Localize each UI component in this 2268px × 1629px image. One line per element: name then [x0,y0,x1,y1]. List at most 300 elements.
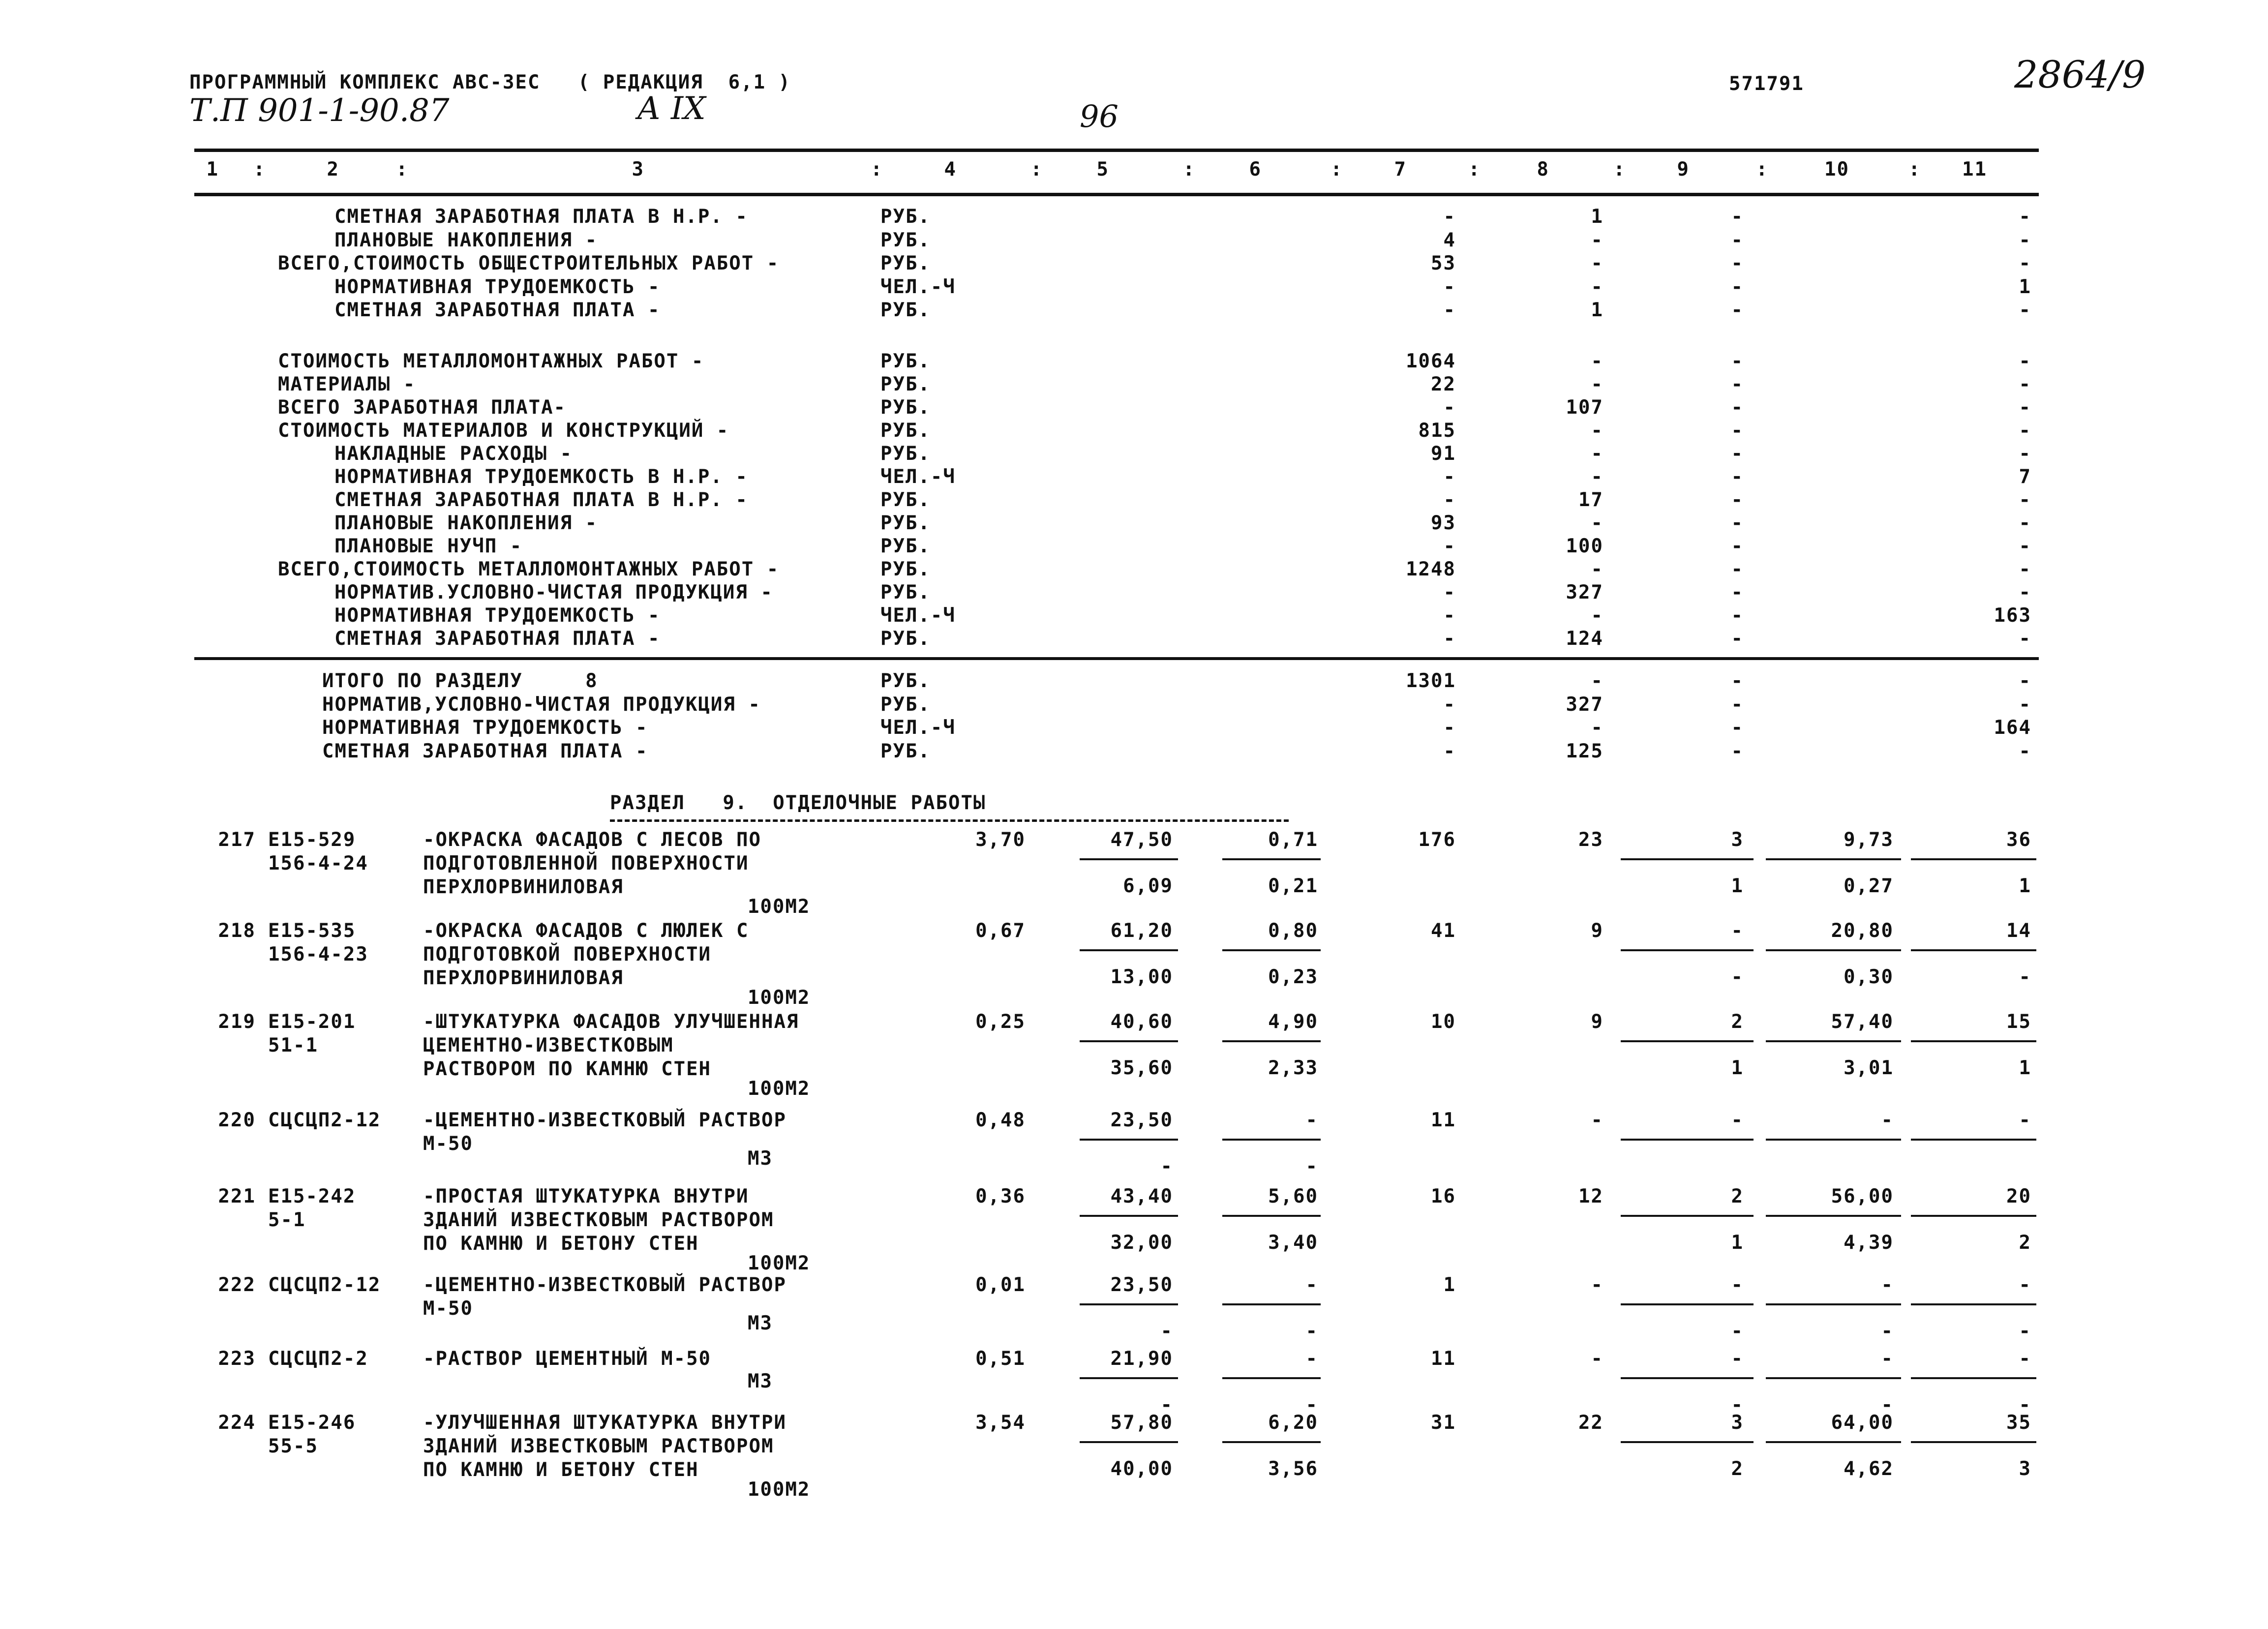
unit-price-machines: 5,60 [1268,1185,1318,1207]
section-9-heading-underline [610,819,1289,822]
item-unit: 100М2 [748,1078,811,1100]
col10-divider [1766,1215,1901,1217]
item-description: М-50 [423,1133,473,1155]
top-rule [194,149,2039,152]
summary1-unit: РУБ. [880,229,931,251]
unit-price-machines: 0,80 [1268,920,1318,942]
summary2-unit: РУБ. [880,581,931,603]
labor-per-unit: - [1881,1348,1894,1370]
machine-wages-cost: 1 [1731,875,1744,897]
summary2-col11: - [2019,396,2031,419]
summary1-col7: - [1443,206,1456,228]
handwritten-sheet-number: 2864/9 [2014,53,2146,96]
section8-total-unit: РУБ. [880,740,931,762]
summary1-label: СМЕТНАЯ ЗАРАБОТНАЯ ПЛАТА - [334,299,661,321]
column-separator: : [1908,158,1921,181]
col10-divider [1766,1040,1901,1042]
labor-per-unit: - [1881,1109,1894,1131]
summary1-unit: РУБ. [880,299,931,321]
section8-total-label: СМЕТНАЯ ЗАРАБОТНАЯ ПЛАТА - [322,740,648,762]
unit-price-machines: - [1305,1109,1318,1131]
unit-price-total: 61,20 [1110,920,1173,942]
summary2-col11: - [2019,443,2031,465]
summary2-col8: 107 [1566,396,1603,419]
summary2-col11: - [2019,420,2031,442]
column-number-11: 11 [1962,158,1987,181]
machine-labor-total: - [2019,1320,2031,1342]
column-number-8: 8 [1537,158,1549,181]
item-quantity: 0,01 [975,1274,1026,1296]
col11-divider [1911,1303,2036,1305]
section8-total-label: НОРМАТИВНАЯ ТРУДОЕМКОСТЬ - [322,717,648,739]
item-description: -ЦЕМЕНТНО-ИЗВЕСТКОВЫЙ РАСТВОР [423,1274,786,1296]
summary2-col8: 124 [1566,628,1603,650]
summary1-label: НОРМАТИВНАЯ ТРУДОЕМКОСТЬ - [334,275,661,298]
col5-divider [1080,858,1178,860]
summary2-col8: - [1591,466,1603,488]
item-code: Е15-529 [268,829,356,851]
item-code: 156-4-24 [268,852,368,875]
summary2-unit: РУБ. [880,350,931,372]
column-separator: : [1468,158,1481,181]
total-cost: 11 [1431,1109,1456,1131]
col9-divider [1621,1377,1754,1379]
summary2-col7: 1064 [1406,350,1456,372]
summary2-col9: - [1731,604,1744,627]
col5-divider [1080,949,1178,951]
handwritten-page-number: 96 [1080,98,1119,134]
summary2-col7: 815 [1418,420,1456,442]
labor-total: 20 [2006,1185,2031,1207]
total-cost: 16 [1431,1185,1456,1207]
summary2-col11: - [2019,373,2031,395]
wages-cost: 23 [1578,829,1603,851]
summary2-col11: - [2019,350,2031,372]
col6-divider [1222,1139,1321,1141]
section8-total-unit: ЧЕЛ.-Ч [880,717,956,739]
section8-total-col11: 164 [1994,717,2031,739]
summary2-col7: - [1443,535,1456,557]
column-number-4: 4 [944,158,957,181]
summary2-col11: - [2019,558,2031,580]
section8-total-label: ИТОГО ПО РАЗДЕЛУ 8 [322,670,598,692]
section8-total-col11: - [2019,693,2031,716]
item-description: ПО КАМНЮ И БЕТОНУ СТЕН [423,1233,699,1255]
unit-price-wages: - [1160,1320,1173,1342]
column-separator: : [1613,158,1626,181]
section-9-heading: РАЗДЕЛ 9. ОТДЕЛОЧНЫЕ РАБОТЫ [610,792,986,814]
labor-per-unit: 9,73 [1844,829,1894,851]
item-code: СЦСЦП2-12 [268,1274,381,1296]
summary2-col11: - [2019,512,2031,534]
summary1-label: ВСЕГО,СТОИМОСТЬ ОБЩЕСТРОИТЕЛЬНЫХ РАБОТ - [278,252,780,274]
col5-divider [1080,1441,1178,1443]
col10-divider [1766,858,1901,860]
section8-total-col9: - [1731,717,1744,739]
section-8-total-rule [194,657,2039,660]
machine-wages-cost: - [1731,966,1744,988]
summary2-col9: - [1731,535,1744,557]
section8-total-unit: РУБ. [880,670,931,692]
item-code: Е15-201 [268,1011,356,1033]
col6-divider [1222,949,1321,951]
item-unit: М3 [748,1147,773,1170]
col9-divider [1621,1441,1754,1443]
summary1-unit: РУБ. [880,252,931,274]
column-number-6: 6 [1249,158,1262,181]
col9-divider [1621,949,1754,951]
summary2-col9: - [1731,628,1744,650]
unit-price-total: 23,50 [1110,1109,1173,1131]
summary1-label: СМЕТНАЯ ЗАРАБОТНАЯ ПЛАТА В Н.Р. - [334,206,748,228]
summary2-label: МАТЕРИАЛЫ - [278,373,416,395]
summary1-col8: - [1591,275,1603,298]
unit-price-wages: 13,00 [1110,966,1173,988]
item-description: ЗДАНИЙ ИЗВЕСТКОВЫМ РАСТВОРОМ [423,1435,774,1457]
item-code: 55-5 [268,1435,318,1457]
col5-divider [1080,1040,1178,1042]
summary2-unit: РУБ. [880,512,931,534]
labor-total: 14 [2006,920,2031,942]
summary1-col9: - [1731,252,1744,274]
summary2-label: СТОИМОСТЬ МЕТАЛЛОМОНТАЖНЫХ РАБОТ - [278,350,704,372]
summary2-col9: - [1731,373,1744,395]
item-description: -ШТУКАТУРКА ФАСАДОВ УЛУЧШЕННАЯ [423,1011,799,1033]
summary1-col7: 53 [1431,252,1456,274]
col11-divider [1911,1215,2036,1217]
item-quantity: 0,48 [975,1109,1026,1131]
summary2-col9: - [1731,489,1744,511]
summary2-col8: - [1591,604,1603,627]
item-description: ЗДАНИЙ ИЗВЕСТКОВЫМ РАСТВОРОМ [423,1209,774,1231]
summary1-col7: 4 [1443,229,1456,251]
machine-labor-per-unit: - [1881,1394,1894,1416]
wages-cost: 9 [1591,920,1603,942]
machine-labor-total: - [2019,966,2031,988]
summary2-label: ПЛАНОВЫЕ НУЧП - [334,535,523,557]
item-description: -ОКРАСКА ФАСАДОВ С ЛЮЛЕК С [423,920,749,942]
unit-price-machine-wages: - [1305,1155,1318,1177]
summary2-col9: - [1731,350,1744,372]
summary1-unit: РУБ. [880,206,931,228]
labor-total: - [2019,1109,2031,1131]
item-description: ПЕРХЛОРВИНИЛОВАЯ [423,876,624,898]
summary1-col7: - [1443,299,1456,321]
item-number: 221 [218,1185,256,1207]
summary2-label: СМЕТНАЯ ЗАРАБОТНАЯ ПЛАТА - [334,628,661,650]
unit-price-wages: 32,00 [1110,1232,1173,1254]
column-separator: : [396,158,409,181]
column-separator: : [871,158,883,181]
machine-wages-cost: - [1731,1394,1744,1416]
unit-price-machine-wages: 0,23 [1268,966,1318,988]
summary1-col11: - [2019,299,2031,321]
col10-divider [1766,1441,1901,1443]
item-code: СЦСЦП2-2 [268,1348,368,1370]
machine-labor-per-unit: 0,27 [1844,875,1894,897]
header-bottom-rule [194,193,2039,196]
col5-divider [1080,1215,1178,1217]
col11-divider [1911,949,2036,951]
handwritten-album: А IX [637,90,706,127]
section8-total-col7: - [1443,717,1456,739]
column-number-9: 9 [1677,158,1690,181]
section8-total-label: НОРМАТИВ,УСЛОВНО-ЧИСТАЯ ПРОДУКЦИЯ - [322,693,761,716]
summary2-unit: РУБ. [880,558,931,580]
unit-price-machines: 4,90 [1268,1011,1318,1033]
item-quantity: 0,51 [975,1348,1026,1370]
machines-cost: 3 [1731,1412,1744,1434]
summary2-col9: - [1731,443,1744,465]
unit-price-total: 57,80 [1110,1412,1173,1434]
summary2-col8: - [1591,420,1603,442]
wages-cost: 9 [1591,1011,1603,1033]
item-number: 219 [218,1011,256,1033]
col6-divider [1222,1215,1321,1217]
section8-total-col11: - [2019,670,2031,692]
section8-total-col9: - [1731,740,1744,762]
unit-price-total: 43,40 [1110,1185,1173,1207]
summary1-col9: - [1731,275,1744,298]
summary2-col8: 100 [1566,535,1603,557]
summary2-label: ВСЕГО ЗАРАБОТНАЯ ПЛАТА- [278,396,567,419]
col11-divider [1911,1040,2036,1042]
col10-divider [1766,1303,1901,1305]
machine-wages-cost: 1 [1731,1232,1744,1254]
summary2-col11: - [2019,489,2031,511]
summary2-unit: РУБ. [880,420,931,442]
labor-total: 15 [2006,1011,2031,1033]
summary1-col11: - [2019,229,2031,251]
summary2-col7: 93 [1431,512,1456,534]
col11-divider [1911,1139,2036,1141]
col11-divider [1911,1441,2036,1443]
labor-total: 35 [2006,1412,2031,1434]
handwritten-tp-number: Т.П 901-1-90.87 [189,92,450,129]
summary2-label: НОРМАТИВ.УСЛОВНО-ЧИСТАЯ ПРОДУКЦИЯ - [334,581,773,603]
summary2-col9: - [1731,466,1744,488]
machines-cost: - [1731,920,1744,942]
col10-divider [1766,1377,1901,1379]
summary2-col7: 91 [1431,443,1456,465]
summary2-col7: - [1443,604,1456,627]
summary2-col11: - [2019,628,2031,650]
col11-divider [1911,1377,2036,1379]
col9-divider [1621,1215,1754,1217]
machine-labor-per-unit: - [1881,1320,1894,1342]
summary2-unit: РУБ. [880,443,931,465]
unit-price-machine-wages: 3,40 [1268,1232,1318,1254]
col6-divider [1222,1040,1321,1042]
total-cost: 10 [1431,1011,1456,1033]
summary2-col9: - [1731,396,1744,419]
section8-total-col11: - [2019,740,2031,762]
item-code: Е15-242 [268,1185,356,1207]
total-cost: 1 [1443,1274,1456,1296]
unit-price-machines: 6,20 [1268,1412,1318,1434]
unit-price-machine-wages: 3,56 [1268,1458,1318,1480]
item-unit: М3 [748,1312,773,1334]
section8-total-col9: - [1731,670,1744,692]
summary2-unit: ЧЕЛ.-Ч [880,604,956,627]
item-unit: 100М2 [748,1478,811,1501]
machine-labor-per-unit: 3,01 [1844,1057,1894,1079]
labor-per-unit: 57,40 [1831,1011,1894,1033]
machine-labor-total: 1 [2019,875,2031,897]
machine-labor-total: 1 [2019,1057,2031,1079]
summary1-col8: 1 [1591,206,1603,228]
column-number-1: 1 [206,158,219,181]
column-number-2: 2 [327,158,339,181]
item-unit: 100М2 [748,896,811,918]
summary2-col7: - [1443,396,1456,419]
labor-per-unit: 64,00 [1831,1412,1894,1434]
summary2-unit: РУБ. [880,373,931,395]
unit-price-machines: 0,71 [1268,829,1318,851]
unit-price-machine-wages: - [1305,1394,1318,1416]
col6-divider [1222,1377,1321,1379]
item-description: ЦЕМЕНТНО-ИЗВЕСТКОВЫМ [423,1034,674,1056]
unit-price-wages: 6,09 [1123,875,1173,897]
summary2-col9: - [1731,420,1744,442]
item-description: -ЦЕМЕНТНО-ИЗВЕСТКОВЫЙ РАСТВОР [423,1109,786,1131]
summary1-col11: 1 [2019,275,2031,298]
summary2-col11: - [2019,581,2031,603]
machine-labor-per-unit: 4,62 [1844,1458,1894,1480]
summary2-col7: 22 [1431,373,1456,395]
summary2-col7: 1248 [1406,558,1456,580]
summary2-label: СМЕТНАЯ ЗАРАБОТНАЯ ПЛАТА В Н.Р. - [334,489,748,511]
wages-cost: 22 [1578,1412,1603,1434]
machine-wages-cost: 1 [1731,1057,1744,1079]
item-quantity: 0,25 [975,1011,1026,1033]
machine-wages-cost: 2 [1731,1458,1744,1480]
summary2-label: ВСЕГО,СТОИМОСТЬ МЕТАЛЛОМОНТАЖНЫХ РАБОТ - [278,558,780,580]
unit-price-wages: - [1160,1155,1173,1177]
machines-cost: 3 [1731,829,1744,851]
item-code: 5-1 [268,1209,306,1231]
column-separator: : [1331,158,1343,181]
labor-total: - [2019,1274,2031,1296]
machine-labor-total: 2 [2019,1232,2031,1254]
unit-price-machines: - [1305,1274,1318,1296]
item-number: 223 [218,1348,256,1370]
section8-total-col8: - [1591,717,1603,739]
col9-divider [1621,858,1754,860]
summary2-col8: - [1591,558,1603,580]
col5-divider [1080,1303,1178,1305]
col6-divider [1222,858,1321,860]
section8-total-col9: - [1731,693,1744,716]
item-quantity: 3,54 [975,1412,1026,1434]
col9-divider [1621,1040,1754,1042]
summary1-col9: - [1731,299,1744,321]
section8-total-col7: - [1443,740,1456,762]
unit-price-total: 47,50 [1110,829,1173,851]
wages-cost: - [1591,1274,1603,1296]
labor-per-unit: 20,80 [1831,920,1894,942]
item-description: ПЕРХЛОРВИНИЛОВАЯ [423,967,624,989]
summary2-col8: 17 [1578,489,1603,511]
summary2-unit: РУБ. [880,535,931,557]
total-cost: 31 [1431,1412,1456,1434]
machine-labor-per-unit: 0,30 [1844,966,1894,988]
column-number-3: 3 [632,158,644,181]
item-quantity: 0,67 [975,920,1026,942]
col5-divider [1080,1377,1178,1379]
item-description: М-50 [423,1297,473,1320]
machine-labor-total: - [2019,1394,2031,1416]
col6-divider [1222,1441,1321,1443]
summary1-unit: ЧЕЛ.-Ч [880,275,956,298]
summary1-col8: - [1591,229,1603,251]
col10-divider [1766,1139,1901,1141]
item-description: ПО КАМНЮ И БЕТОНУ СТЕН [423,1459,699,1481]
item-quantity: 3,70 [975,829,1026,851]
item-description: -ОКРАСКА ФАСАДОВ С ЛЕСОВ ПО [423,829,761,851]
summary2-col9: - [1731,581,1744,603]
section8-total-col7: 1301 [1406,670,1456,692]
unit-price-total: 40,60 [1110,1011,1173,1033]
unit-price-wages: 35,60 [1110,1057,1173,1079]
labor-per-unit: - [1881,1274,1894,1296]
item-description: -ПРОСТАЯ ШТУКАТУРКА ВНУТРИ [423,1185,749,1207]
section8-total-col8: 125 [1566,740,1603,762]
item-description: РАСТВОРОМ ПО КАМНЮ СТЕН [423,1058,712,1080]
section8-total-unit: РУБ. [880,693,931,716]
total-cost: 176 [1418,829,1456,851]
item-description: -РАСТВОР ЦЕМЕНТНЫЙ М-50 [423,1348,712,1370]
item-unit: 100М2 [748,1252,811,1274]
summary2-col8: - [1591,350,1603,372]
summary2-col7: - [1443,489,1456,511]
summary2-unit: РУБ. [880,396,931,419]
column-number-10: 10 [1824,158,1849,181]
machine-labor-per-unit: 4,39 [1844,1232,1894,1254]
item-description: -УЛУЧШЕННАЯ ШТУКАТУРКА ВНУТРИ [423,1412,786,1434]
summary2-label: НОРМАТИВНАЯ ТРУДОЕМКОСТЬ В Н.Р. - [334,466,748,488]
unit-price-total: 21,90 [1110,1348,1173,1370]
machines-cost: - [1731,1274,1744,1296]
unit-price-wages: 40,00 [1110,1458,1173,1480]
summary1-col9: - [1731,229,1744,251]
item-number: 224 [218,1412,256,1434]
summary1-label: ПЛАНОВЫЕ НАКОПЛЕНИЯ - [334,229,598,251]
total-cost: 41 [1431,920,1456,942]
col9-divider [1621,1139,1754,1141]
summary2-col8: 327 [1566,581,1603,603]
labor-total: 36 [2006,829,2031,851]
summary2-col7: - [1443,628,1456,650]
summary2-col9: - [1731,558,1744,580]
summary2-unit: РУБ. [880,628,931,650]
item-unit: 100М2 [748,987,811,1009]
item-number: 217 [218,829,256,851]
summary1-col7: - [1443,275,1456,298]
labor-per-unit: 56,00 [1831,1185,1894,1207]
summary2-label: НОРМАТИВНАЯ ТРУДОЕМКОСТЬ - [334,604,661,627]
column-separator: : [1183,158,1196,181]
wages-cost: 12 [1578,1185,1603,1207]
summary2-col11: - [2019,535,2031,557]
column-separator: : [1756,158,1769,181]
item-code: СЦСЦП2-12 [268,1109,381,1131]
summary2-col8: - [1591,512,1603,534]
item-unit: М3 [748,1370,773,1392]
item-code: Е15-246 [268,1412,356,1434]
column-separator: : [253,158,266,181]
item-number: 220 [218,1109,256,1131]
